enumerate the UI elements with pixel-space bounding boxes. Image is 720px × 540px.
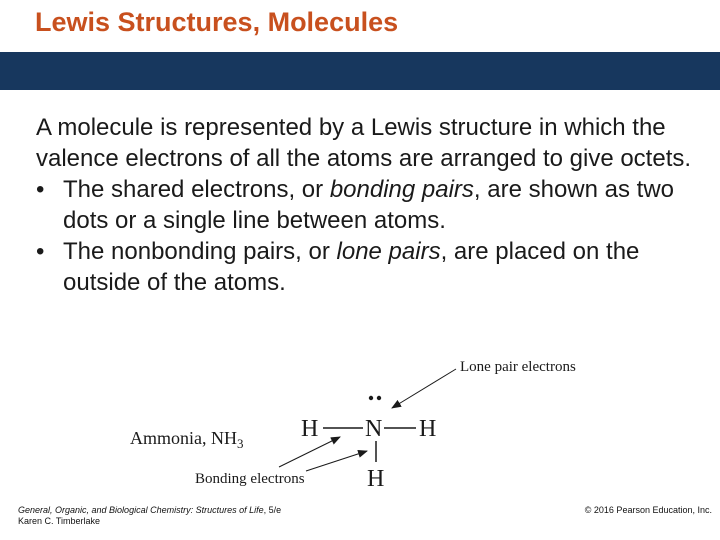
hydrogen-atom-right: H — [419, 416, 437, 442]
intro-paragraph: A molecule is represented by a Lewis structure in which the valence electrons of all the atoms are arranged to give octets. — [36, 114, 692, 172]
bonding-pairs-term: bonding pairs — [329, 176, 474, 203]
book-edition: , 5/e — [263, 505, 282, 515]
lone-pair-label: Lone pair electrons — [460, 359, 576, 375]
molecule-label: Ammonia, $NH_3$ — [130, 428, 244, 451]
book-title: General, Organic, and Biological Chemistry: Structures of Life — [18, 505, 264, 515]
lone-pairs-term: lone pairs — [336, 238, 441, 265]
footer-copyright: © 2016 Pearson Education, Inc. — [584, 505, 712, 515]
bullet-marker: • — [36, 176, 45, 203]
bonding-arrow — [306, 451, 367, 471]
book-author: Karen C. Timberlake — [18, 516, 101, 526]
bonding-label: Bonding electrons — [195, 471, 305, 487]
lone-pair-dot — [369, 396, 373, 400]
hydrogen-atom-left: H — [301, 416, 319, 442]
hydrogen-atom-bottom: H — [367, 466, 385, 492]
bullet-marker: • — [36, 238, 45, 265]
lone-pair-arrow — [392, 369, 456, 408]
bullet-item: • The nonbonding pairs, or lone pairs, are placed on the outside of the atoms. — [36, 238, 640, 296]
footer-citation — [18, 505, 281, 527]
bullet-item: • The shared electrons, or bonding pairs, are shown as two dots or a single line between atoms. — [36, 176, 675, 234]
slide-title: Lewis Structures, Molecules — [35, 7, 399, 37]
lone-pair-dot — [377, 396, 381, 400]
nitrogen-atom: N — [365, 416, 383, 442]
